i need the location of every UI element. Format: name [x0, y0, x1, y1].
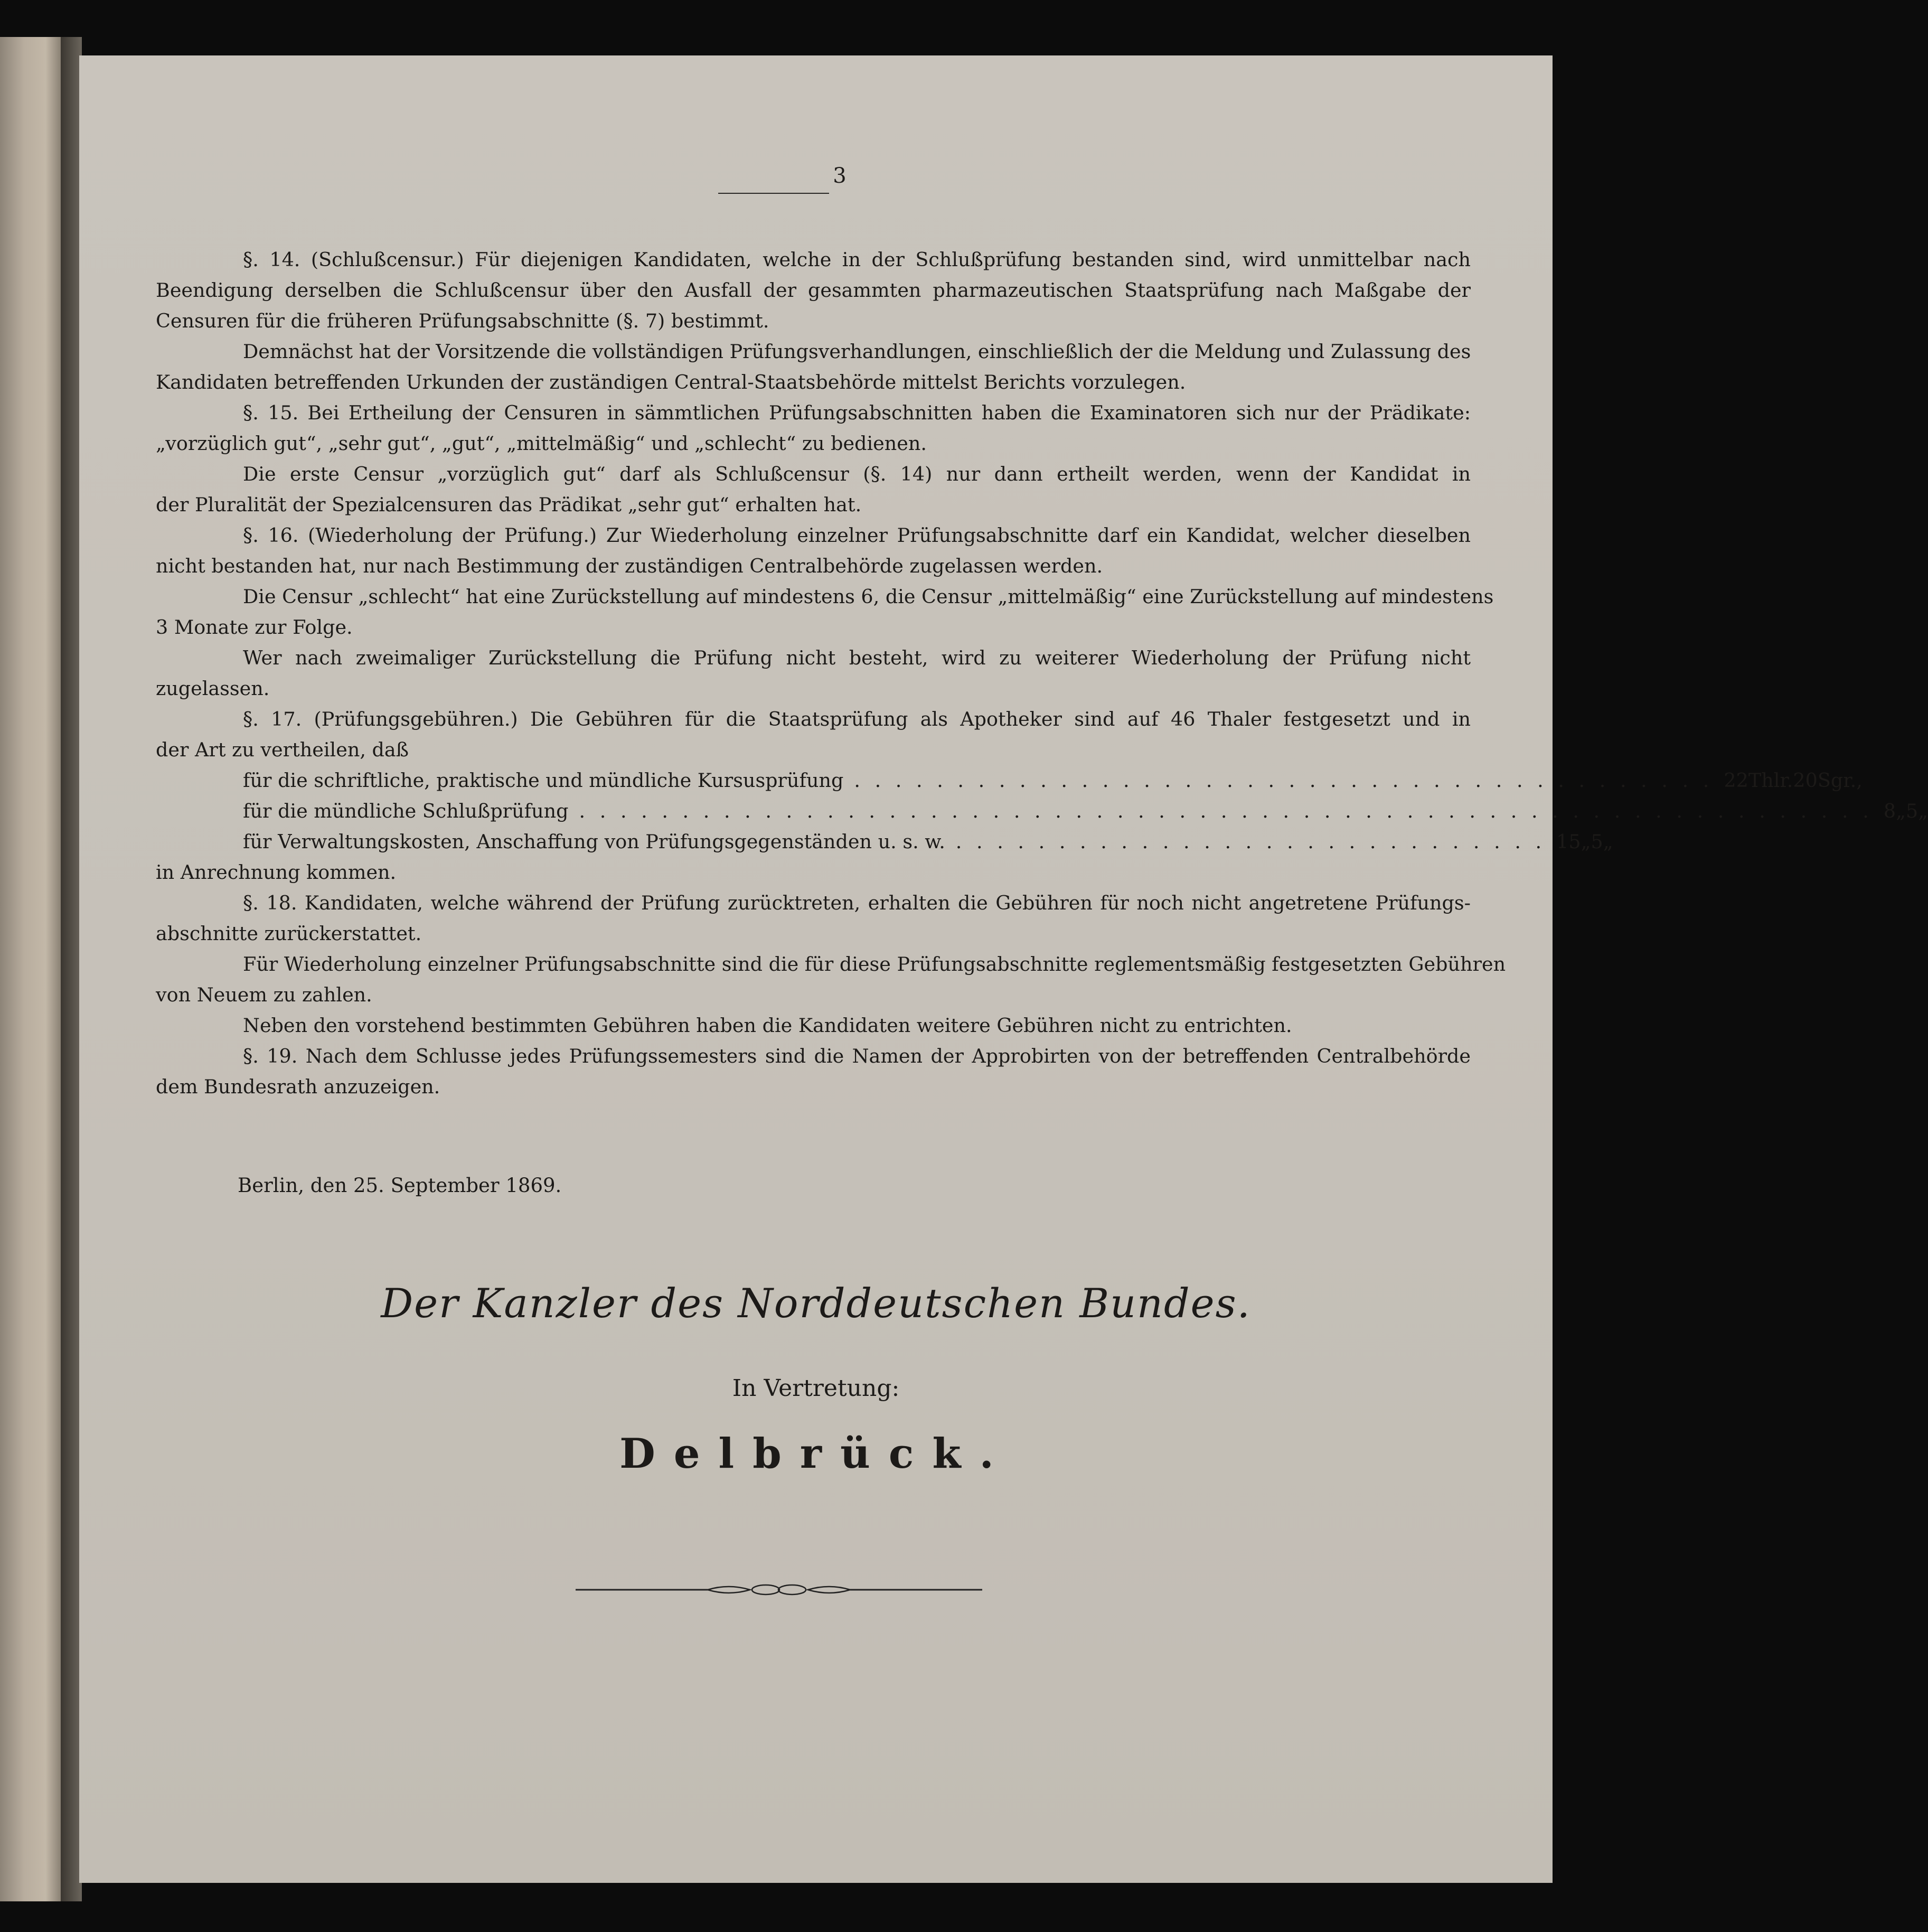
text-line: zugelassen. [156, 677, 270, 700]
fee-groschen-unit: „ [1918, 800, 1928, 822]
fee-row [156, 827, 1613, 857]
text-line: Demnächst hat der Vorsitzende die vollständigen Prüfungsverhandlungen, einschließlich der die Meldung und Zulassung des [243, 340, 1471, 363]
page-number: 3 [833, 164, 847, 188]
date-line: Berlin, den 25. September 1869. [238, 1174, 562, 1197]
fee-thaler-unit: Thlr. [1748, 769, 1793, 792]
text-line: Neben den vorstehend bestimmten Gebühren haben die Kandidaten weitere Gebühren nicht zu entrichten. [243, 1014, 1292, 1037]
fee-thaler: 22 [1724, 769, 1748, 792]
text-line: §. 16. (Wiederholung der Prüfung.) Zur Wiederholung einzelner Prüfungsabschnitte darf ein Kandidat, welcher dieselben [243, 524, 1471, 547]
text-line: der Art zu vertheilen, daß [156, 738, 409, 761]
fee-thaler-unit: „ [1896, 800, 1906, 822]
text-line: §. 14. (Schlußcensur.) Für diejenigen Kandidaten, welche in der Schlußprüfung bestanden sind, wird unmittelbar nach [243, 248, 1471, 271]
text-line: Die Censur „schlecht“ hat eine Zurückstellung auf mindestens 6, die Censur „mittelmäßig“ eine Zurückstellung auf mindestens [243, 585, 1494, 608]
binding-gutter [61, 37, 82, 1901]
text-line: dem Bundesrath anzuzeigen. [156, 1075, 440, 1098]
text-line: abschnitte zurückerstattet. [156, 922, 422, 945]
page-number-rule [718, 193, 829, 194]
fee-row [156, 796, 1928, 827]
signature-name: Delbrück. [619, 1430, 1012, 1478]
fee-label: für Verwaltungskosten, Anschaffung von Prüfungsgegenständen u. s. w. [243, 830, 945, 853]
text-line: nicht bestanden hat, nur nach Bestimmung der zuständigen Centralbehörde zugelassen werden. [156, 555, 1103, 577]
text-line: §. 15. Bei Ertheilung der Censuren in sämmtlichen Prüfungsabschnitten haben die Examinatoren sich nur der Prädikate: [243, 401, 1471, 424]
fee-label: für die schriftliche, praktische und mündliche Kursusprüfung [243, 769, 844, 792]
text-line: in Anrechnung kommen. [156, 861, 397, 884]
text-line: „vorzüglich gut“, „sehr gut“, „gut“, „mittelmäßig“ und „schlecht“ zu bedienen. [156, 432, 927, 455]
text-line: §. 18. Kandidaten, welche während der Prüfung zurücktreten, erhalten die Gebühren für noch nicht angetretene Prüfungs- [243, 892, 1471, 914]
fee-groschen-unit: „ [1603, 830, 1613, 853]
ornament-divider-icon [576, 1579, 982, 1600]
text-line: Kandidaten betreffenden Urkunden der zuständigen Central-Staatsbehörde mittelst Berichts vorzulegen. [156, 371, 1186, 393]
fee-leader-dots: . . . . . . . . . . . . . . . . . . . . . . . . . . . . . . . . . . . . . . . . . . [854, 769, 1714, 792]
fee-groschen: 5 [1591, 830, 1603, 853]
document-page [79, 55, 1928, 1883]
fee-groschen-unit: Sgr., [1817, 769, 1863, 792]
text-line: §. 17. (Prüfungsgebühren.) Die Gebühren für die Staatsprüfung als Apotheker sind auf 46 Thaler festgesetzt und in [243, 708, 1471, 730]
left-page-edge [0, 37, 61, 1901]
text-line: Wer nach zweimaliger Zurückstellung die Prüfung nicht besteht, wird zu weiterer Wiederholung der Prüfung nicht [243, 646, 1471, 669]
chancellor-title: Der Kanzler des Norddeutschen Bundes. [381, 1280, 1251, 1327]
text-line: Beendigung derselben die Schlußcensur über den Ausfall der gesammten pharmazeutischen Staatsprüfung nach Maßgabe der [156, 279, 1471, 302]
fee-label: für die mündliche Schlußprüfung [243, 800, 569, 822]
text-line: der Pluralität der Spezialcensuren das Prädikat „sehr gut“ erhalten hat. [156, 493, 862, 516]
fee-groschen: 20 [1793, 769, 1818, 792]
fee-thaler: 15 [1556, 830, 1581, 853]
body-text [156, 245, 1928, 1102]
fee-row [156, 765, 1863, 796]
text-line: von Neuem zu zahlen. [156, 983, 372, 1006]
fee-groschen: 5 [1905, 800, 1918, 822]
text-line: Censuren für die früheren Prüfungsabschnitte (§. 7) bestimmt. [156, 310, 769, 332]
text-line: Für Wiederholung einzelner Prüfungsabschnitte sind die für diese Prüfungsabschnitte reglementsmäßig festgesetzten Gebühren [243, 953, 1506, 976]
deputy-line: In Vertretung: [732, 1375, 900, 1402]
text-line: Die erste Censur „vorzüglich gut“ darf als Schlußcensur (§. 14) nur dann ertheilt werden, wenn der Kandidat in [243, 463, 1471, 485]
fee-thaler: 8 [1883, 800, 1896, 822]
fee-leader-dots: . . . . . . . . . . . . . . . . . . . . . . . . . . . . . . . . . . . . . . . . . . . . . . . . . . . . . . . . . . . . . . . [579, 800, 1873, 822]
fee-thaler-unit: „ [1581, 830, 1591, 853]
text-line: §. 19. Nach dem Schlusse jedes Prüfungssemesters sind die Namen der Approbirten von der betreffenden Centralbehörde [243, 1045, 1471, 1067]
text-line: 3 Monate zur Folge. [156, 616, 353, 639]
fee-leader-dots: . . . . . . . . . . . . . . . . . . . . . . . . . . . . . [955, 830, 1546, 853]
